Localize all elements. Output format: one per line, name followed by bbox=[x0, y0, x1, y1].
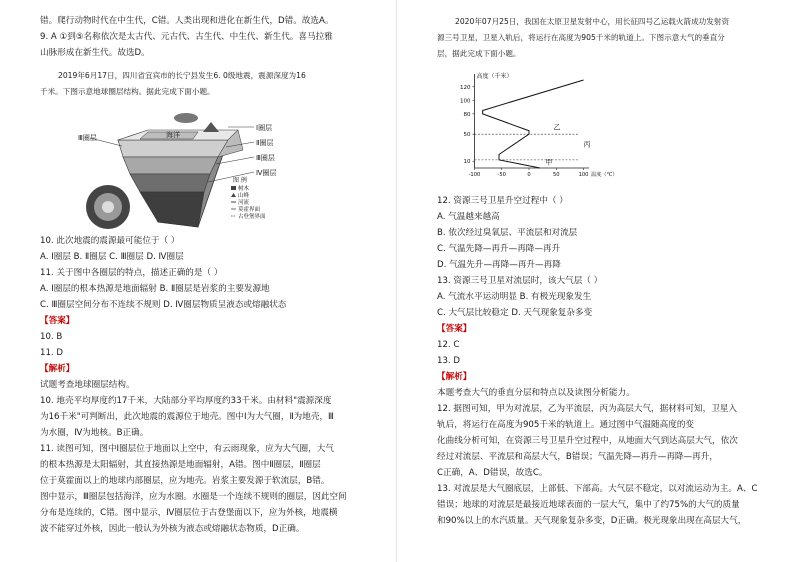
y-tick-label: 10 bbox=[463, 159, 471, 166]
text-line: 2019年6月17日，四川省宜宾市的长宁县发生6. 0级地震，震源深度为16 bbox=[58, 71, 306, 80]
x-tick-label: 100 bbox=[578, 172, 589, 178]
x-tick-label: -50 bbox=[497, 172, 506, 178]
x-tick-label: 0 bbox=[527, 172, 531, 178]
y-axis-label: 高度（千米） bbox=[476, 73, 513, 80]
question-13: 13. 资源三号卫星对流层时，该大气层（ ） bbox=[437, 276, 603, 286]
ocean-label: 海洋 bbox=[166, 131, 180, 139]
analysis-line: 为16千米"可判断出，此次地震的震源位于地壳。图中Ⅰ为大气圈，Ⅱ为地壳，Ⅲ bbox=[40, 412, 334, 422]
analysis-line: 分布是连续的，C错。图中显示，Ⅳ圈层位于古登堡面以下，应为外核，地震横 bbox=[40, 508, 338, 518]
x-axis-label: 温度（℃） bbox=[591, 172, 618, 178]
atmosphere-temperature-chart bbox=[439, 68, 618, 186]
analysis-line: 图中显示，Ⅲ圈层包括海洋，应为水圈。水圈是一个连续不规则的圈层，因此空间 bbox=[40, 492, 347, 502]
question-11-options-cd: C. Ⅲ圈层空间分布不连续不规则 D. Ⅳ圈层物质呈液态或熔融状态 bbox=[40, 300, 287, 310]
svg-text:莫霍界面: 莫霍界面 bbox=[238, 207, 261, 213]
answer-tag: 【答案】 bbox=[437, 324, 472, 334]
analysis-line: C正确，A、D错误，故选C。 bbox=[437, 468, 548, 478]
analysis-line: 11. 读图可知，图中Ⅰ圈层位于地面以上空中，有云雨现象，应为大气圈，大气 bbox=[40, 444, 334, 454]
question-11: 11. 关于图中各圈层的特点，描述正确的是（ ） bbox=[40, 268, 223, 278]
layer-4-label: Ⅳ圈层 bbox=[256, 169, 277, 177]
question-10: 10. 此次地震的震源最可能位于（ ） bbox=[40, 236, 180, 246]
analysis-line: 本题考查大气的垂直分层和特点以及读图分析能力。 bbox=[437, 388, 635, 398]
svg-text:古登堡界面: 古登堡界面 bbox=[238, 214, 266, 220]
answer-10: 10. B bbox=[40, 332, 63, 342]
figure-legend bbox=[231, 176, 266, 220]
text-line: 错。爬行动物时代在中生代，C错。人类出现和进化在新生代，D错。故选A。 bbox=[40, 16, 334, 26]
answer-12: 12. C bbox=[437, 340, 460, 350]
y-tick-label: 120 bbox=[459, 84, 471, 91]
question-12-option-d: D. 气温先升—再降—再升—再降 bbox=[437, 260, 561, 270]
svg-text:树木: 树木 bbox=[238, 186, 250, 192]
layer-2-label: Ⅱ圈层 bbox=[256, 139, 274, 147]
question-12-option-c: C. 气温先降—再升—再降—再升 bbox=[437, 244, 561, 254]
svg-text:图 例: 图 例 bbox=[233, 177, 247, 184]
analysis-line: 错误；地球的对流层是最接近地球表面的一层大气，集中了约75%的大气的质量 bbox=[437, 500, 740, 510]
layer-3-label: Ⅲ圈层 bbox=[256, 154, 275, 162]
earth-wheel-icon bbox=[86, 185, 130, 229]
analysis-tag: 【解析】 bbox=[40, 364, 75, 374]
analysis-line: 经过对流层、平流层和高层大气，B错误；气温先降—再升—再降—再升， bbox=[437, 452, 718, 462]
x-tick-label: -100 bbox=[468, 172, 481, 178]
question-13-options-cd: C. 大气层比较稳定 D. 天气现象复杂多变 bbox=[437, 308, 593, 318]
analysis-tag: 【解析】 bbox=[437, 372, 472, 382]
question-12-option-b: B. 依次经过臭氧层、平流层和对流层 bbox=[437, 228, 578, 238]
question-12: 12. 资源三号卫星升空过程中（ ） bbox=[437, 196, 568, 206]
temperature-curve bbox=[483, 80, 584, 168]
svg-text:山峰: 山峰 bbox=[238, 193, 250, 199]
svg-text:河流: 河流 bbox=[238, 200, 250, 206]
layer-1-label: Ⅰ圈层 bbox=[256, 124, 273, 132]
text-line: 源三号卫星，卫星入轨后，将运行在高度为905千米的轨道上。下图示意大气的垂直分 bbox=[437, 33, 725, 42]
region-label: 丙 bbox=[583, 140, 591, 149]
y-tick-label: 100 bbox=[459, 98, 471, 105]
x-tick-label: 50 bbox=[552, 172, 560, 178]
answer-11: 11. D bbox=[40, 348, 64, 358]
text-line: 9. A ①到⑤名称依次是太古代、元古代、古生代、中生代、新生代。喜马拉雅 bbox=[40, 32, 333, 42]
analysis-line: 为水圈，Ⅳ为地核。B正确。 bbox=[40, 428, 149, 438]
region-label: 乙 bbox=[553, 123, 561, 132]
analysis-line: 轨后，将运行在高度为905千米的轨道上。通过图中气温随高度的变 bbox=[437, 420, 695, 430]
text-line: 层，据此完成下面小题。 bbox=[437, 49, 521, 58]
layer-left-label: Ⅲ圈层 bbox=[78, 134, 97, 142]
region-label: 甲 bbox=[545, 158, 553, 167]
analysis-line: 位于莫霍面以上的地球内部圈层，应为地壳。岩浆主要发源于软流层，B错。 bbox=[40, 476, 330, 486]
text-line: 2020年07月25日，我国在太原卫星发射中心，用长征四号乙运载火箭成功发射资 bbox=[455, 17, 730, 26]
text-line: 山脉形成在新生代。故选D。 bbox=[40, 48, 150, 58]
question-12-option-a: A. 气温越来越高 bbox=[437, 212, 500, 222]
answer-tag: 【答案】 bbox=[40, 316, 75, 326]
question-10-options: A. Ⅰ圈层 B. Ⅱ圈层 C. Ⅲ圈层 D. Ⅳ圈层 bbox=[40, 252, 184, 262]
right-page bbox=[397, 0, 794, 562]
analysis-line: 13. 对流层是大气圈底层，上部低、下部高。大气层不稳定，以对流运动为主。A、C bbox=[437, 484, 758, 494]
y-tick-label: 80 bbox=[463, 111, 471, 118]
text-line: 千米。下图示意地球圈层结构。据此完成下面小题。 bbox=[40, 87, 215, 96]
analysis-line: 试题考查地球圈层结构。 bbox=[40, 380, 135, 390]
analysis-line: 的根本热源是太阳辐射，其直接热源是地面辐射，A错。图中Ⅱ圈层，Ⅱ圈层 bbox=[40, 460, 321, 470]
answer-13: 13. D bbox=[437, 356, 461, 366]
question-11-options-ab: A. Ⅰ圈层的根本热源是地面辐射 B. Ⅱ圈层是岩浆的主要发源地 bbox=[40, 284, 270, 294]
analysis-line: 12. 据图可知，甲为对流层，乙为平流层，丙为高层大气，据材料可知，卫星入 bbox=[437, 404, 737, 414]
question-13-options-ab: A. 气流水平运动明显 B. 有极光现象发生 bbox=[437, 292, 592, 302]
earth-layers-figure bbox=[78, 102, 298, 232]
analysis-line: 化曲线分析可知，在资源三号卫星升空过程中，从地面大气到达高层大气，依次 bbox=[437, 436, 738, 446]
analysis-line: 和90%以上的水汽质量。天气现象复杂多变，D正确。极光现象出现在高层大气， bbox=[437, 516, 747, 526]
analysis-line: 10. 地壳平均厚度约17千米，大陆部分平均厚度约33千米。由材料"震源深度 bbox=[40, 396, 332, 406]
analysis-line: 波不能穿过外核，因此一般认为外核为液态或熔融状态物质，D正确。 bbox=[40, 524, 305, 534]
y-tick-label: 50 bbox=[463, 132, 471, 139]
